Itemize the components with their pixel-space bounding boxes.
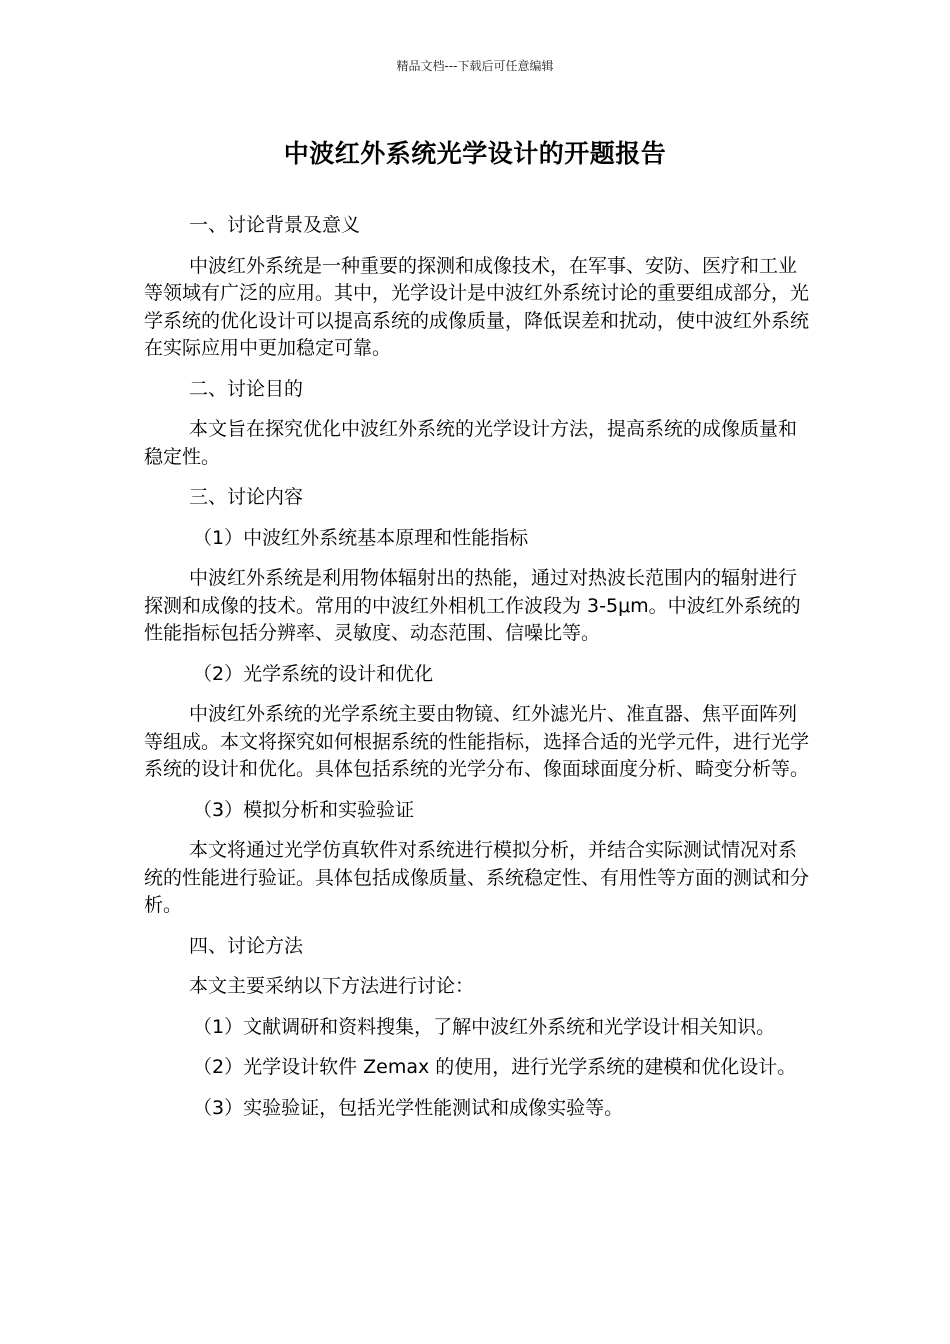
subheading-optical-design: （2）光学系统的设计和优化 [193, 662, 434, 685]
document-title: 中波红外系统光学设计的开题报告 [283, 139, 667, 168]
paragraph-background: 中波红外系统是一种重要的探测和成像技术，在军事、安防、医疗和工业等领域有广泛的应用。其中，光学设计是中波红外系统讨论的重要组成部分，光学系统的优化设计可以提高系统的成像质量，降低误差和扰动，使中波红外系统在实际应用中更加稳定可靠。 [144, 254, 810, 359]
paragraph-optical-design: 中波红外系统的光学系统主要由物镜、红外滤光片、准直器、焦平面阵列等组成。本文将探究如何根据系统的性能指标，选择合适的光学元件，进行光学系统的设计和优化。具体包括系统的光学分布、像面球面度分析、畸变分析等。 [144, 703, 810, 780]
paragraph-purpose: 本文旨在探究优化中波红外系统的光学设计方法，提高系统的成像质量和稳定性。 [144, 418, 798, 468]
section-heading-purpose: 二、讨论目的 [189, 377, 304, 400]
section-heading-background: 一、讨论背景及意义 [189, 214, 361, 236]
paragraph-methods-intro: 本文主要采纳以下方法进行讨论： [189, 975, 475, 997]
subheading-simulation: （3）模拟分析和实验验证 [193, 798, 415, 821]
section-heading-content: 三、讨论内容 [189, 486, 304, 508]
page-header: 精品文档---下载后可任意编辑 [396, 59, 554, 73]
paragraph-principles: 中波红外系统是利用物体辐射出的热能，通过对热波长范围内的辐射进行探测和成像的技术。常用的中波红外相机工作波段为 3-5μm。中波红外系统的性能指标包括分辨率、灵敏度、动态范围、信噪比等。 [144, 567, 801, 644]
document-body [144, 212, 814, 1135]
method-item-2: （2）光学设计软件 Zemax 的使用，进行光学系统的建模和优化设计。 [193, 1056, 797, 1078]
section-heading-methods: 四、讨论方法 [189, 934, 304, 957]
paragraph-simulation: 本文将通过光学仿真软件对系统进行模拟分析，并结合实际测试情况对系统的性能进行验证。具体包括成像质量、系统稳定性、有用性等方面的测试和分析。 [144, 839, 810, 916]
method-item-3: （3）实验验证，包括光学性能测试和成像实验等。 [193, 1096, 624, 1119]
subheading-principles: （1）中波红外系统基本原理和性能指标 [193, 526, 529, 549]
method-item-1: （1）文献调研和资料搜集，了解中波红外系统和光学设计相关知识。 [193, 1015, 776, 1038]
